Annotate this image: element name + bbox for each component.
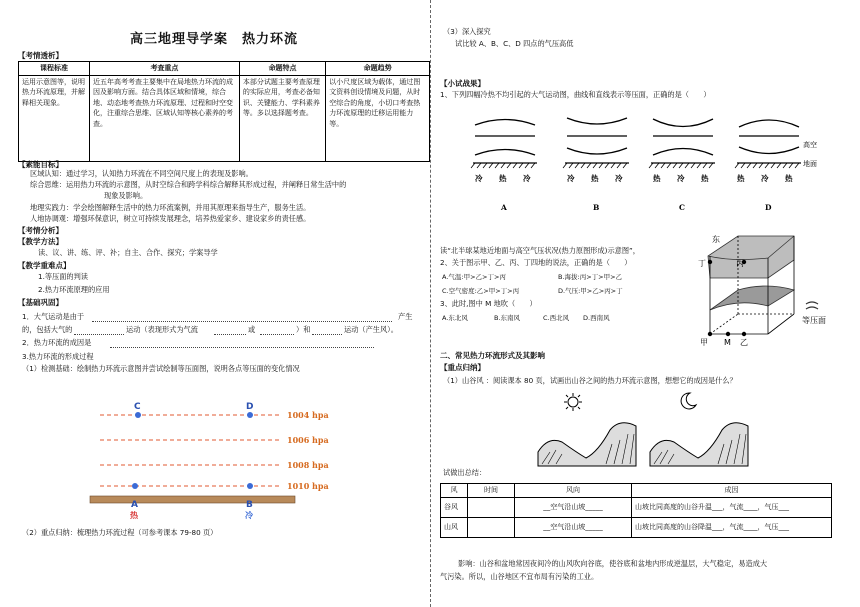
deep-explore-text: 试比较 A、B、C、D 四点的气压高低 <box>455 39 574 48</box>
option-d: D <box>765 203 772 212</box>
q1-text: 运动（产生风）。 <box>344 325 398 334</box>
hpa-label: 1010 hpa <box>287 481 329 491</box>
q3-right: 3、此时,图中 M 地吹（ ） <box>440 299 537 308</box>
upper-surface <box>708 236 794 278</box>
blank-line[interactable] <box>260 334 294 335</box>
q2-right: 2、关于图示甲、乙、丙、丁四地的说法，正确的是（ ） <box>440 258 632 267</box>
temp-label: 冷 <box>567 174 575 183</box>
col-header: 课程标准 <box>19 62 90 76</box>
temp-label: 热 <box>653 174 661 183</box>
temp-label: 热 <box>737 174 745 183</box>
hpa-label: 1004 hpa <box>287 410 329 420</box>
table-cell[interactable]: __空气沿山坡_____ <box>515 517 632 537</box>
blank-line[interactable] <box>312 334 342 335</box>
suyang-line: 现象及影响。 <box>104 191 148 200</box>
moon-icon <box>678 391 698 411</box>
label-high: 高空 <box>803 141 817 149</box>
q1-text: 或 <box>248 325 256 334</box>
label-bing: 丙 <box>736 259 744 268</box>
col-header: 成因 <box>632 484 832 498</box>
label-d: D <box>246 402 254 412</box>
pressure-diagram <box>80 395 350 525</box>
lower-surface <box>710 286 794 310</box>
label-hot: 热 <box>130 511 138 520</box>
col-header: 时间 <box>468 484 515 498</box>
suyang-line: 综合思维：运用热力环流的示意图，从时空综合和跨学科综合解释其形成过程，并阐释日常生活中的 <box>30 180 347 189</box>
isobar-c-low <box>653 149 713 156</box>
blank-line[interactable] <box>74 334 124 335</box>
suyang-line: 地理实践力：学会绘图解释生活中的热力环流案例，并用其原理来指导生产，服务生活。 <box>30 203 311 212</box>
q3-option-a[interactable]: A.东北风 <box>442 314 468 322</box>
table-cell[interactable]: 山坡比同高度的山谷降温___，气流____，气压___ <box>632 517 832 537</box>
q1-text: ）和 <box>296 325 311 334</box>
point-c <box>135 412 141 418</box>
isobar-options <box>463 100 823 218</box>
table-cell[interactable] <box>468 517 515 537</box>
col-header: 考查重点 <box>90 62 240 76</box>
section-jiaoxue: 【教学方法】 <box>18 237 63 246</box>
isobar-d-top <box>739 120 799 127</box>
label-east: 东 <box>712 235 720 244</box>
col-header: 风 <box>441 484 468 498</box>
section-xiaoshi: 【小试战果】 <box>440 79 485 88</box>
q1-text-end: 产生 <box>398 312 413 321</box>
isobar-d-low <box>739 147 799 154</box>
section-suyang: 【素能目标】 <box>18 160 63 169</box>
q3-option-d[interactable]: D.西南风 <box>583 314 610 322</box>
zhongnan-item: 2.热力环流原理的应用 <box>38 285 110 294</box>
read-figure: 读“北半球某地近地面与高空气压状况(热力原图形成)示意图”， <box>440 246 640 255</box>
point-a <box>132 483 138 489</box>
section-fenxi: 【考情分析】 <box>18 226 63 235</box>
table-cell[interactable]: __空气沿山坡_____ <box>515 497 632 517</box>
valley-day-sketch <box>536 412 640 468</box>
point-b <box>247 483 253 489</box>
col-header: 命题特点 <box>239 62 325 76</box>
q1-text: 运动（表现形式为气流 <box>126 325 198 334</box>
hpa-label: 1008 hpa <box>287 460 329 470</box>
blank-line[interactable] <box>214 334 246 335</box>
temp-label: 冷 <box>761 174 769 183</box>
q3-1-text: （1）检测基础：绘制热力环流示意图并尝试绘制等压面图，说明各点等压面的变化情况 <box>22 364 300 373</box>
mountain-wind-table <box>440 483 832 538</box>
q2-option-a[interactable]: A.气温:甲>乙>丁>丙 <box>442 273 506 281</box>
temp-label: 热 <box>499 174 507 183</box>
deep-explore: （3）深入探究 <box>443 27 491 36</box>
effect-line: 影响：山谷和盆地常因夜间冷的山风吹向谷底，使谷底和盆地内形成逆温层，大气稳定，易造成大 <box>458 559 768 568</box>
q1-text: 的，包括大气的 <box>22 325 73 334</box>
section-2: 二、常见热力环流形式及其影响 <box>440 351 545 360</box>
table-cell: 近五年高考考查主要集中在局地热力环流的成因及影响方面。结合具体区域和情境，综合地、动态地考查热力环流原理、过程和时空变化，注重综合思维、区域认知等核心素养的考查。 <box>90 75 240 161</box>
q1-right: 1、下列四幅冷热不均引起的大气运动图，曲线和直线表示等压面，正确的是（ ） <box>440 90 711 99</box>
column-divider <box>430 0 432 607</box>
q2-option-d[interactable]: D.气压:甲>乙>丙>丁 <box>558 287 623 295</box>
col-header: 命题趋势 <box>326 62 430 76</box>
valley-night-sketch <box>648 412 752 468</box>
mountain-question: （1）山谷风 ：阅读课本 80 页，试画出山谷之间的热力环流示意图，想想它的成因是什么？ <box>443 376 737 385</box>
hpa-label: 1006 hpa <box>287 435 329 445</box>
q2-option-c[interactable]: C.空气密度:乙>甲>丁>丙 <box>442 287 520 295</box>
table-cell[interactable] <box>468 497 515 517</box>
temp-label: 冷 <box>615 174 623 183</box>
jiaoxue-text: 读、议、讲、练、评、补；自主、合作、探究；学案导学 <box>38 248 218 257</box>
label-ding: 丁 <box>698 259 706 268</box>
isobar-a-top <box>475 120 535 126</box>
section-zhongnan: 【教学重难点】 <box>18 261 71 270</box>
suyang-line: 人地协调观：增强环保意识，树立可持续发展理念，培养热爱家乡、建设家乡的责任感。 <box>30 214 311 223</box>
sun-icon <box>560 391 586 413</box>
option-c: C <box>679 203 685 212</box>
temp-label: 热 <box>591 174 599 183</box>
label-b: B <box>246 500 253 510</box>
label-a: A <box>131 500 138 510</box>
isobar-a-low <box>475 150 535 156</box>
col-header: 风向 <box>515 484 632 498</box>
label-jia: 甲 <box>700 338 708 347</box>
table-cell: 以小尺度区域为载体，通过图文资料创设情境及问题，从时空综合的角度，小切口考查热力环流原理的迁移运用能力等。 <box>326 75 430 161</box>
q3-text: 3.热力环流的形成过程 <box>22 352 94 361</box>
q3-option-c[interactable]: C.西北风 <box>543 314 570 322</box>
section-kaoqing: 【考情透析】 <box>18 51 63 60</box>
label-m: M <box>724 338 731 347</box>
effect-line: 气污染。所以，山谷地区不宜布局有污染的工业。 <box>440 572 599 581</box>
temp-label: 冷 <box>677 174 685 183</box>
table-cell: 本部分试题主要考查原理的实际应用，考查必备知识、关键能力、学科素养等。多以选择题考查。 <box>239 75 325 161</box>
label-yi: 乙 <box>740 338 748 347</box>
table-cell: 山风 <box>441 517 468 537</box>
table-cell[interactable]: 山坡比同高度的山谷升温___，气流____，气压___ <box>632 497 832 517</box>
zhongnan-item: 1.等压面的判读 <box>38 272 88 281</box>
page-title: 高三地理导学案 热力环流 <box>130 32 299 47</box>
table-cell: 运用示意图等，说明热力环流原理，并解释相关现象。 <box>19 75 90 161</box>
label-ground: 地面 <box>803 160 817 168</box>
cube-diagram <box>698 232 838 347</box>
blank-line[interactable] <box>92 321 392 322</box>
label-cold: 冷 <box>245 511 253 520</box>
section-zhongdian: 【重点归纳】 <box>440 363 485 372</box>
ground-hatch <box>471 163 799 168</box>
temp-label: 冷 <box>475 174 483 183</box>
isobar-c-top <box>653 119 713 127</box>
isobaric-legend-icon <box>806 302 818 309</box>
label-c: C <box>134 402 141 412</box>
kaoqing-table <box>18 61 430 162</box>
q2-text: 2．热力环流的成因是 <box>22 338 92 347</box>
isobar-b-top <box>567 118 627 124</box>
ground-bar <box>90 496 295 503</box>
isobar-b-low <box>567 148 627 154</box>
summary-label: 试做出总结： <box>443 468 487 477</box>
temp-label: 热 <box>701 174 709 183</box>
q2-option-b[interactable]: B.海拔:丙>丁>甲>乙 <box>558 273 623 281</box>
temp-label: 冷 <box>523 174 531 183</box>
section-jichu: 【基础巩固】 <box>18 298 63 307</box>
option-b: B <box>593 203 600 212</box>
q1-text: 1．大气运动是由于 <box>22 312 85 321</box>
option-a: A <box>501 203 507 212</box>
blank-line[interactable] <box>110 347 374 348</box>
q3-2-text: （2）重点归纳：梳理热力环流过程（可参考课本 79-80 页） <box>22 528 218 537</box>
temp-label: 热 <box>785 174 793 183</box>
point-d <box>247 412 253 418</box>
label-isobaric: 等压面 <box>802 316 826 325</box>
q3-option-b[interactable]: B.东南风 <box>494 314 521 322</box>
suyang-line: 区域认知：通过学习，认知热力环流在不同空间尺度上的表现及影响。 <box>30 169 253 178</box>
table-cell: 谷风 <box>441 497 468 517</box>
